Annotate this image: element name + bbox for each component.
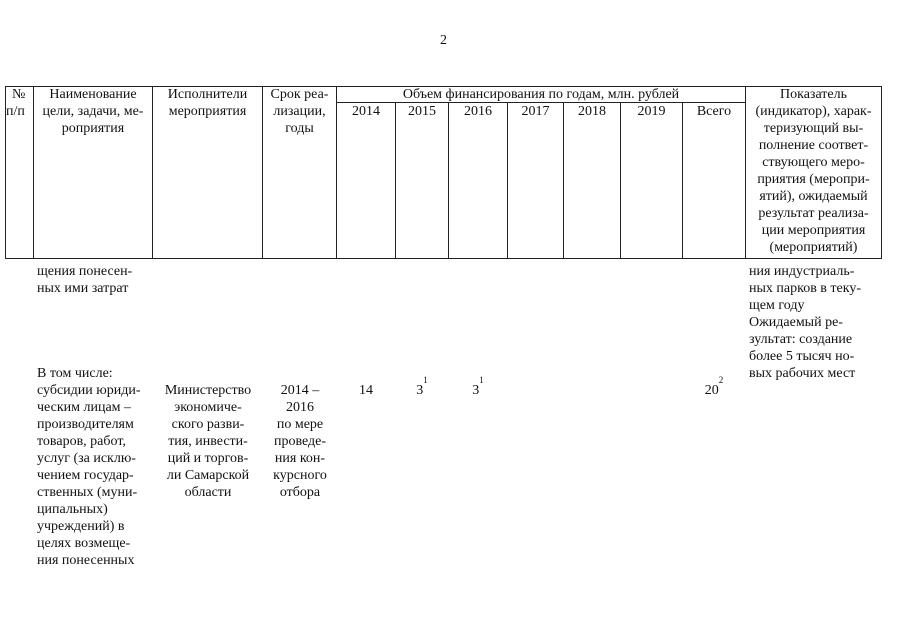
header-year-2019: 2019 xyxy=(637,104,666,119)
continued-indicator-line-6: более 5 тысяч но- xyxy=(749,349,855,364)
row-name-line-2: субсидии юриди- xyxy=(37,383,141,398)
continued-indicator-line-2: ных парков в теку- xyxy=(749,281,862,296)
row-value-total-footnote: 2 xyxy=(718,375,724,386)
header-indicator-line-5: ствующего меро- xyxy=(762,155,865,170)
header-year-total: Всего xyxy=(696,104,732,119)
continued-name-line-2: ных ими затрат xyxy=(37,281,129,296)
row-name-line-6: услуг (за исклю- xyxy=(37,451,136,466)
header-indicator-line-2: (индикатор), харак- xyxy=(755,104,872,119)
header-name-line-2: цели, задачи, ме- xyxy=(42,104,144,119)
header-indicator-line-8: результат реализа- xyxy=(758,206,869,221)
header-year-2016: 2016 xyxy=(464,104,492,119)
continued-indicator-line-5: зультат: создание xyxy=(749,332,853,347)
row-name-line-10: учреждений) в xyxy=(37,519,125,534)
header-exec-line-1: Исполнители xyxy=(167,87,248,102)
row-value-2015 xyxy=(396,375,448,399)
row-term-line-1: 2014 – xyxy=(280,383,320,398)
row-term-line-6: курсного xyxy=(273,468,327,483)
row-name-line-7: чением государ- xyxy=(37,468,134,483)
header-financing-title: Объем финансирования по годам, млн. рублей xyxy=(402,87,680,102)
row-term-line-7: отбора xyxy=(279,485,321,500)
row-value-2016-footnote: 1 xyxy=(479,375,484,386)
row-term-line-5: ния кон- xyxy=(274,451,326,466)
row-name-line-3: ческим лицам – xyxy=(37,400,132,415)
row-term-line-2: 2016 xyxy=(286,400,314,415)
header-num-line-2: п/п xyxy=(6,104,25,119)
header-indicator-line-10: (мероприятий) xyxy=(769,240,858,255)
row-name-line-4: производителям xyxy=(37,417,134,432)
row-term-line-4: проведе- xyxy=(273,434,327,449)
header-exec-line-2: мероприятия xyxy=(168,104,247,119)
continued-name-text: щения понесен- xyxy=(37,264,133,279)
header-year-2015: 2015 xyxy=(408,104,436,119)
continued-name-line-1 xyxy=(37,263,152,280)
row-name-line-11: целях возмеще- xyxy=(37,536,131,551)
row-exec-line-5: ций и торгов- xyxy=(167,451,249,466)
header-term-line-3: годы xyxy=(285,121,314,136)
row-value-2016 xyxy=(449,375,507,399)
header-name-line-1: Наименование xyxy=(49,87,137,102)
row-exec-line-3: ского разви- xyxy=(171,417,245,432)
header-indicator-line-9: ции мероприятия xyxy=(761,223,866,238)
row-exec-line-6: ли Самарской xyxy=(166,468,250,483)
header-indicator-line-1: Показатель xyxy=(780,87,847,102)
row-name-line-12: ния понесенных xyxy=(37,553,135,568)
row-exec-line-4: тия, инвести- xyxy=(168,434,248,449)
row-name-line-8: ственных (муни- xyxy=(37,485,138,500)
row-name-line-5: товаров, работ, xyxy=(37,434,126,449)
row-value-2014: 14 xyxy=(359,383,373,398)
header-term-line-2: лизации, xyxy=(273,104,326,119)
header-indicator-line-3: теризующий вы- xyxy=(763,121,864,136)
header-num-line-1: № xyxy=(12,87,26,102)
row-term-line-3: по мере xyxy=(276,417,324,432)
row-name-line-1: В том числе: xyxy=(37,366,113,381)
row-value-total xyxy=(683,375,745,399)
continued-indicator-line-1: ния индустриаль- xyxy=(749,264,855,279)
header-year-2018: 2018 xyxy=(578,104,606,119)
header-name-line-3: роприятия xyxy=(61,121,125,136)
row-value-2015-footnote: 1 xyxy=(423,375,428,386)
row-value-total-number: 20 xyxy=(704,383,719,398)
continued-indicator-line-3: щем году xyxy=(749,298,805,313)
row-exec-line-1: Министерство xyxy=(164,383,252,398)
row-value-2016-number: 3 xyxy=(472,383,480,398)
row-exec-line-7: области xyxy=(184,485,232,500)
page-number: 2 xyxy=(440,33,447,48)
row-value-2015-number: 3 xyxy=(416,383,424,398)
continued-indicator-line-7: вых рабочих мест xyxy=(749,366,856,381)
row-name-line-9: ципальных) xyxy=(37,502,108,517)
header-indicator-line-4: полнение соответ- xyxy=(758,138,869,153)
continued-indicator-line-4: Ожидаемый ре- xyxy=(749,315,843,330)
header-year-2017: 2017 xyxy=(521,104,550,119)
row-exec-line-2: экономиче- xyxy=(174,400,242,415)
header-year-2014: 2014 xyxy=(352,104,380,119)
header-term-line-1: Срок реа- xyxy=(270,87,329,102)
header-indicator-line-7: ятий), ожидаемый xyxy=(759,189,868,204)
header-indicator-line-6: приятия (меропри- xyxy=(757,172,870,187)
